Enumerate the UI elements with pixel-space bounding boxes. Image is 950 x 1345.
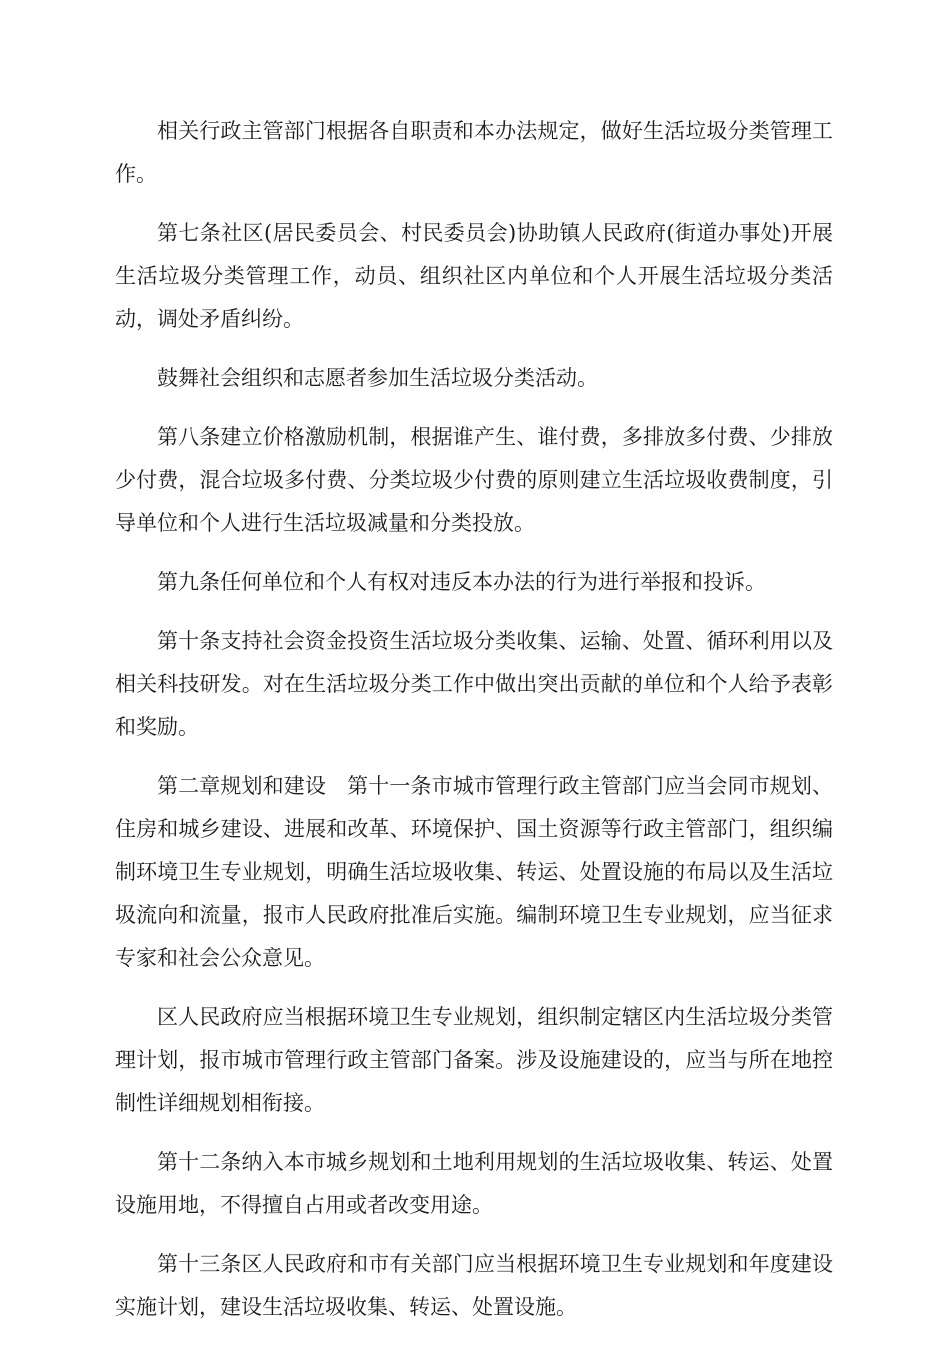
paragraph: 鼓舞社会组织和志愿者参加生活垃圾分类活动。 bbox=[157, 366, 598, 390]
paragraph: 相关行政主管部门根据各自职责和本办法规定，做好生活垃圾分类管理工作。 bbox=[115, 119, 833, 186]
paragraph: 区人民政府应当根据环境卫生专业规划，组织制定辖区内生活垃圾分类管理计划，报市城市管理行政主管部门备案。涉及设施建设的，应当与所在地控制性详细规划相衔接。 bbox=[115, 1005, 833, 1115]
document-body bbox=[115, 110, 833, 1345]
paragraph: 第七条社区(居民委员会、村民委员会)协助镇人民政府(街道办事处)开展生活垃圾分类管理工作，动员、组织社区内单位和个人开展生活垃圾分类活动，调处矛盾纠纷。 bbox=[115, 221, 833, 331]
paragraph: 第十三条区人民政府和市有关部门应当根据环境卫生专业规划和年度建设实施计划，建设生活垃圾收集、转运、处置设施。 bbox=[115, 1252, 833, 1319]
paragraph: 第十二条纳入本市城乡规划和土地利用规划的生活垃圾收集、转运、处置设施用地，不得擅自占用或者改变用途。 bbox=[115, 1150, 833, 1217]
paragraph: 第二章规划和建设 第十一条市城市管理行政主管部门应当会同市规划、住房和城乡建设、进展和改革、环境保护、国土资源等行政主管部门，组织编制环境卫生专业规划，明确生活垃圾收集、转运、处置设施的布局以及生活垃圾流向和流量，报市人民政府批准后实施。编制环境卫生专业规划，应当征求专家和社会公众意见。 bbox=[115, 774, 833, 970]
paragraph: 第九条任何单位和个人有权对违反本办法的行为进行举报和投诉。 bbox=[157, 570, 766, 594]
paragraph: 第八条建立价格激励机制，根据谁产生、谁付费，多排放多付费、少排放少付费，混合垃圾多付费、分类垃圾少付费的原则建立生活垃圾收费制度，引导单位和个人进行生活垃圾减量和分类投放。 bbox=[115, 425, 833, 535]
paragraph: 第十条支持社会资金投资生活垃圾分类收集、运输、处置、循环利用以及相关科技研发。对在生活垃圾分类工作中做出突出贡献的单位和个人给予表彰和奖励。 bbox=[115, 629, 833, 739]
